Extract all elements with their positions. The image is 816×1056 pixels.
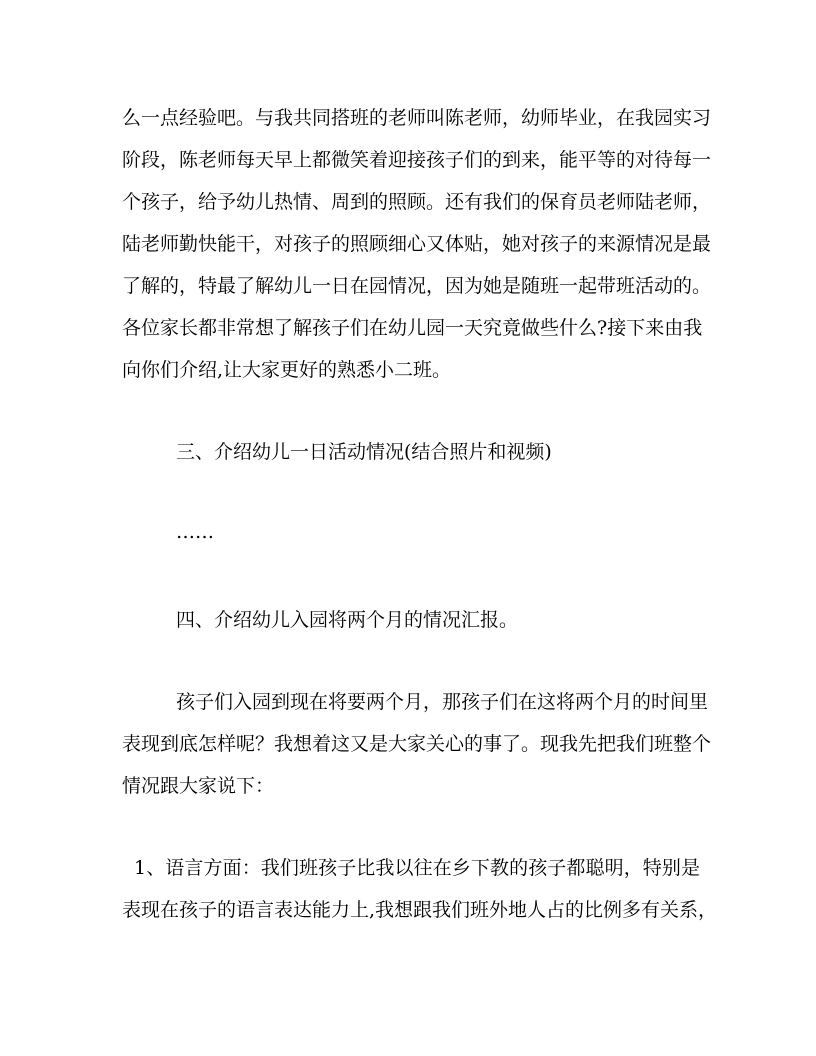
paragraph-line: 各位家长都非常想了解孩子们在幼儿园一天究竟做些什么?接下来由我 — [122, 317, 703, 339]
paragraph-line: 么一点经验吧。与我共同搭班的老师叫陈老师，幼师毕业，在我园实习 — [122, 107, 712, 129]
paragraph-line: 个孩子，给予幼儿热情、周到的照顾。还有我们的保育员老师陆老师， — [122, 191, 712, 213]
section-heading: 四、介绍幼儿入园将两个月的情况汇报。 — [176, 609, 519, 631]
paragraph-line: 陆老师勤快能干，对孩子的照顾细心又体贴，她对孩子的来源情况是最 — [122, 233, 712, 255]
paragraph-line: 了解的，特最了解幼儿一日在园情况，因为她是随班一起带班活动的。 — [122, 275, 712, 297]
list-item-line: 1、语言方面：我们班孩子比我以往在乡下教的孩子都聪明，特别是 — [134, 857, 700, 879]
paragraph-line: 孩子们入园到现在将要两个月，那孩子们在这将两个月的时间里 — [176, 691, 709, 713]
section-heading: 三、介绍幼儿一日活动情况(结合照片和视频) — [176, 441, 552, 463]
list-item-line: 表现在孩子的语言表达能力上,我想跟我们班外地人占的比例多有关系， — [122, 899, 718, 921]
paragraph-line: 表现到底怎样呢？我想着这又是大家关心的事了。现我先把我们班整个 — [122, 733, 712, 755]
paragraph-line: 情况跟大家说下： — [122, 775, 275, 797]
paragraph-line: 阶段，陈老师每天早上都微笑着迎接孩子们的到来，能平等的对待每一 — [122, 149, 712, 171]
ellipsis-text: …… — [176, 521, 214, 543]
paragraph-line: 向你们介绍,让大家更好的熟悉小二班。 — [122, 359, 452, 381]
